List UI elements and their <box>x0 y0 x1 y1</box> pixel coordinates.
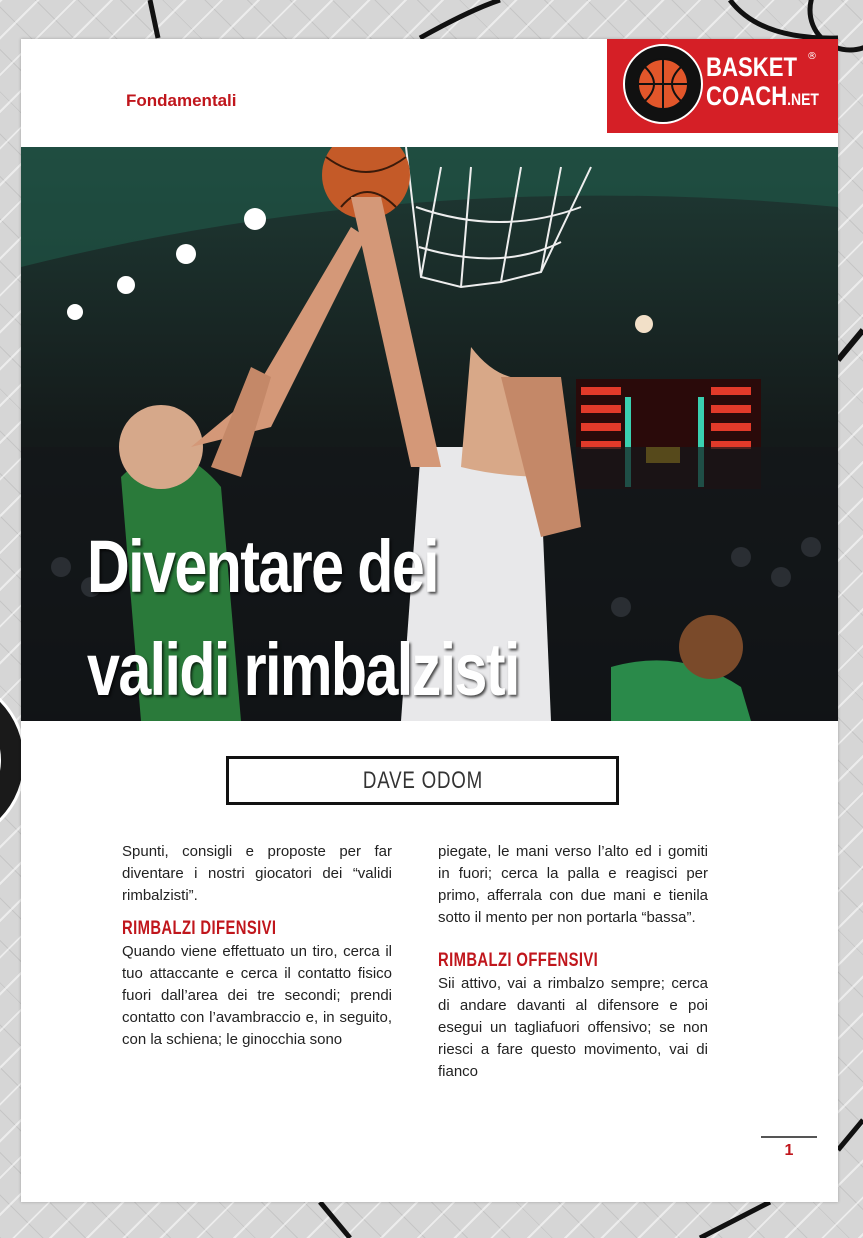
logo-net: .NET <box>787 90 819 109</box>
section-label: Fondamentali <box>126 91 237 110</box>
logo-coach: COACH <box>706 81 788 111</box>
magazine-page <box>21 39 838 1202</box>
author-name: DAVE ODOM <box>362 766 483 794</box>
section-heading-defensive: RIMBALZI DIFENSIVI <box>122 918 277 939</box>
page-number: 1 <box>784 1142 794 1159</box>
basketcoach-logo[interactable] <box>607 39 838 133</box>
column-right <box>438 841 708 1083</box>
section-heading-offensive: RIMBALZI OFFENSIVI <box>438 950 599 971</box>
title-line-1: Diventare dei <box>87 525 438 608</box>
defensive-paragraph-continued: piegate, le mani verso l’alto ed i gomiti in fuori; cerca la palla e reagisci per primo, afferrala con due mani e tienila sotto il mento per non portarla “bassa”. <box>438 843 708 926</box>
logo-wordmark <box>706 53 838 114</box>
offensive-paragraph: Sii attivo, vai a rimbalzo sempre; cerca di andare davanti al difensore e poi esegui un tagliafuori offensivo; se non riesci a fare questo movimento, vai di fianco <box>438 975 708 1080</box>
author-box <box>226 756 619 805</box>
logo-line2 <box>706 82 819 114</box>
page-number-rule <box>761 1136 817 1138</box>
defensive-paragraph: Quando viene effettuato un tiro, cerca il tuo attaccante e cerca il contatto fisico fuori dall’area dei tre secondi; prendi contatto con l’avambraccio e, in seguito, con la schiena; le ginocchia sono <box>122 943 392 1048</box>
basketball-logo-icon <box>622 43 704 125</box>
hero-image <box>21 147 838 721</box>
article-title <box>87 515 519 721</box>
logo-line1: BASKET <box>706 52 798 82</box>
intro-paragraph: Spunti, consigli e proposte per far diventare i nostri giocatori dei “validi rimbalzisti”. <box>122 843 392 904</box>
registered-mark: ® <box>807 51 817 62</box>
column-left <box>122 841 392 1051</box>
title-line-2: validi rimbalzisti <box>87 628 519 711</box>
